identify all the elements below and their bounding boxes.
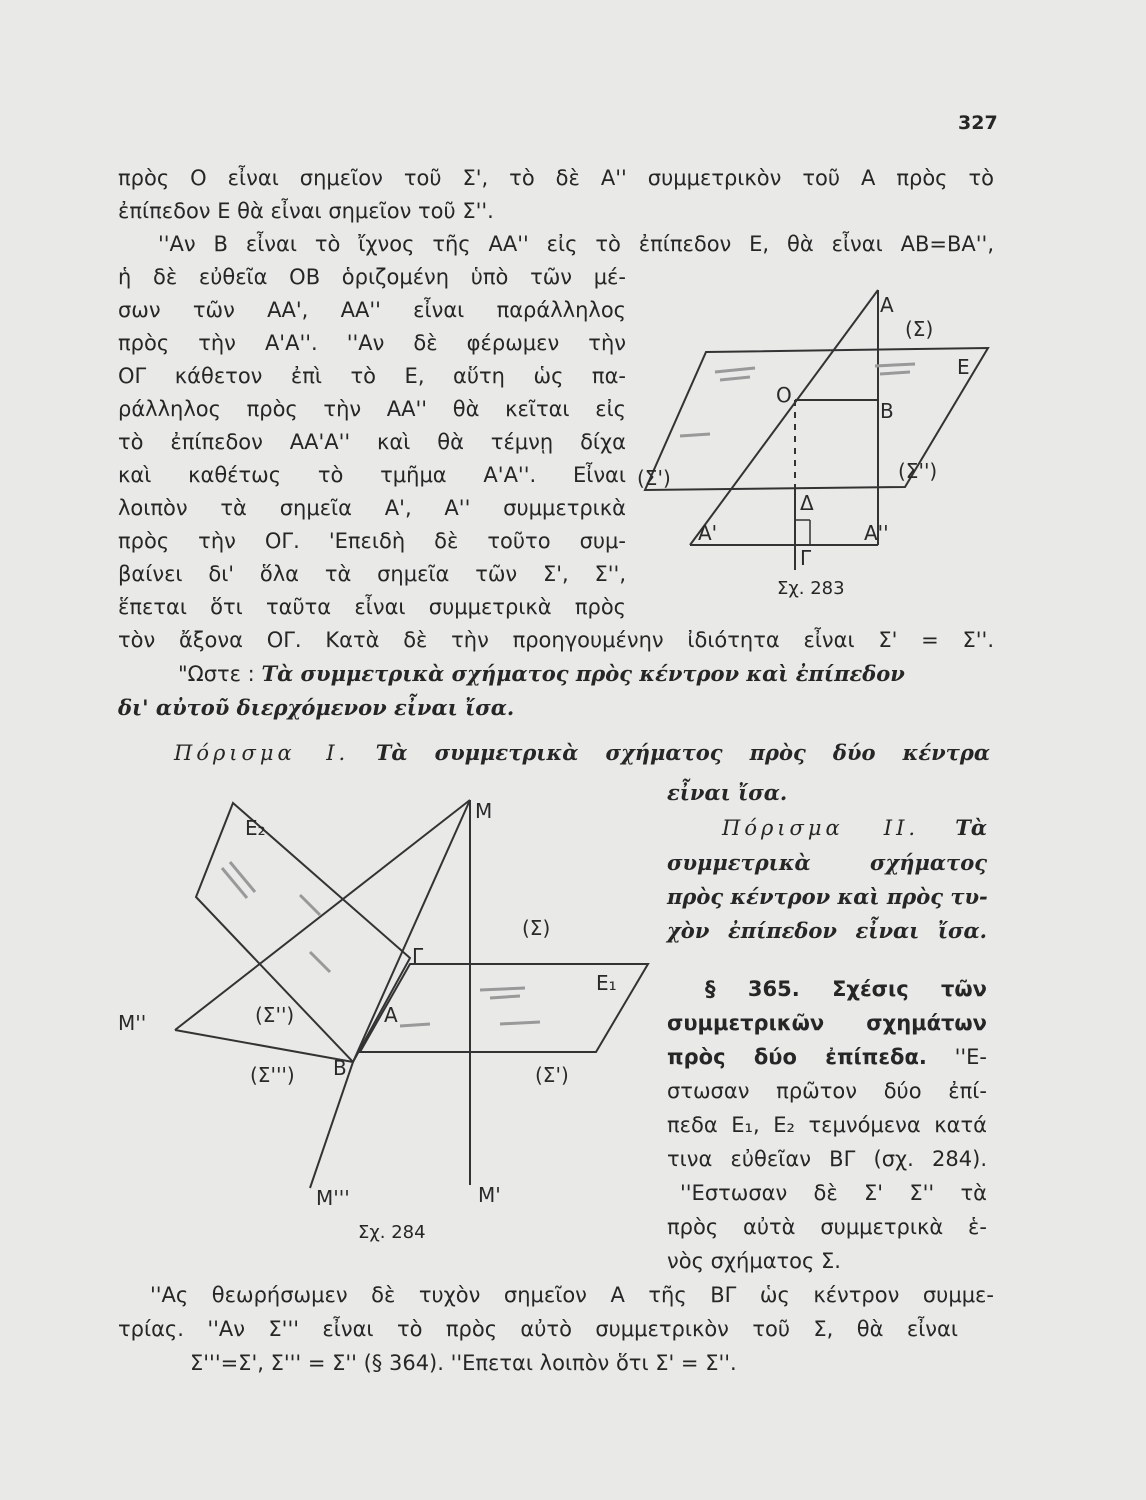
section-line: στωσαν πρῶτον δύο ἐπί- [667, 1079, 987, 1103]
label-sigma: (Σ) [905, 317, 934, 341]
label-sigma-prime: (Σ') [535, 1063, 569, 1087]
label-gamma: Γ [412, 944, 424, 968]
label-A: Α [384, 1003, 398, 1027]
label-O: Ο [776, 383, 792, 407]
corollary-text: Τὰ συμμετρικὰ σχήματος πρὸς δύο κέντρα [375, 740, 990, 765]
figure-283-caption: Σχ. 283 [777, 578, 845, 599]
text-line: τρίας. ''Αν Σ''' εἶναι τὸ πρὸς αὐτὸ συμμετρικὸν τοῦ Σ, θὰ εἶναι [118, 1317, 958, 1341]
section-text: ''Ε- [926, 1045, 987, 1069]
corollary-text: Τὰ [955, 815, 987, 840]
label-gamma: Γ [800, 546, 812, 570]
text-line: ''Ας θεωρήσωμεν δὲ τυχὸν σημεῖον Α τῆς ΒΓ ὡς κέντρον συμμε- [150, 1283, 994, 1307]
label-sigma-triple: (Σ''') [250, 1063, 295, 1087]
label-E2: Ε₂ [245, 816, 266, 840]
text-line: ἕπεται ὅτι ταῦτα εἶναι συμμετρικὰ πρὸς [118, 595, 626, 619]
label-E1: Ε₁ [596, 971, 617, 995]
label-A: Α [880, 293, 894, 317]
text-line: πρὸς Ο εἶναι σημεῖον τοῦ Σ', τὸ δὲ Α'' συμμετρικὸν τοῦ Α πρὸς τὸ [118, 166, 994, 190]
line-MM-double [175, 800, 470, 1030]
text-line: ἡ δὲ εὐθεῖα ΟΒ ὁριζομένη ὑπὸ τῶν μέ- [118, 265, 626, 289]
section-line: ''Εστωσαν δὲ Σ' Σ'' τὰ [680, 1181, 987, 1205]
text-line: τὸ ἐπίπεδον ΑΑ'Α'' καὶ θὰ τέμνῃ δίχα [118, 430, 626, 454]
hatch [222, 862, 330, 972]
label-M-prime: Μ' [478, 1183, 501, 1207]
plane-E2 [196, 803, 410, 1062]
label-sigma-prime: (Σ') [637, 466, 671, 490]
theorem-text: Τὰ συμμετρικὰ σχήματος πρὸς κέντρον καὶ ἐπίπεδον [261, 661, 905, 686]
text-line: ''Αν Β εἶναι τὸ ἴχνος τῆς ΑΑ'' εἰς τὸ ἐπίπεδον Ε, θὰ εἶναι ΑΒ=ΒΑ'', [158, 232, 994, 256]
label-A-prime: Α' [698, 521, 718, 545]
section-line: τινα εὐθεῖαν ΒΓ (σχ. 284). [667, 1147, 987, 1171]
section-line: πεδα Ε₁, Ε₂ τεμνόμενα κατά [667, 1113, 987, 1137]
text-line: λοιπὸν τὰ σημεῖα Α', Α'' συμμετρικὰ [118, 496, 626, 520]
text-line: βαίνει δι' ὅλα τὰ σημεῖα τῶν Σ', Σ'', [118, 562, 626, 586]
text-line: καὶ καθέτως τὸ τμῆμα Α'Α''. Εἶναι [118, 463, 626, 487]
section-title: § 365. Σχέσις τῶν [705, 977, 987, 1001]
page-number: 327 [958, 112, 998, 134]
text-line: σων τῶν ΑΑ', ΑΑ'' εἶναι παράλληλος [118, 298, 626, 322]
text-line: πρὸς τὴν Α'Α''. ''Αν δὲ φέρωμεν τὴν [118, 331, 626, 355]
corollary-line: συμμετρικὰ σχήματος [667, 850, 987, 875]
label-M-triple: Μ''' [316, 1186, 350, 1210]
label-A-double: Α'' [864, 521, 889, 545]
section-title: πρὸς δύο ἐπίπεδα. [667, 1045, 927, 1069]
label-sigma-double: (Σ'') [255, 1003, 295, 1027]
corollary-line: χὸν ἐπίπεδον εἶναι ἴσα. [667, 918, 987, 943]
text-line: Σ'''=Σ', Σ''' = Σ'' (§ 364). ''Επεται λοιπὸν ὅτι Σ' = Σ''. [190, 1351, 737, 1375]
figure-284-caption: Σχ. 284 [358, 1222, 426, 1243]
text-line: πρὸς τὴν ΟΓ. 'Επειδὴ δὲ τοῦτο συμ- [118, 529, 626, 553]
corollary-label: Πόρισμα ΙΙ. [722, 816, 920, 840]
text-line: τὸν ἄξονα ΟΓ. Κατὰ δὲ τὴν προηγουμένην ἰδιότητα εἶναι Σ' = Σ''. [118, 628, 994, 652]
label-E: Ε [957, 355, 970, 379]
corollary-line: πρὸς κέντρον καὶ πρὸς τυ- [667, 884, 988, 909]
label-M: Μ [475, 799, 493, 823]
label-B: Β [333, 1056, 347, 1080]
theorem-prefix: "Ωστε : [178, 662, 262, 686]
section-line: πρὸς αὐτὰ συμμετρικὰ ἑ- [667, 1215, 987, 1239]
label-M-double: Μ'' [118, 1011, 147, 1035]
corollary-cont: εἶναι ἴσα. [667, 780, 788, 805]
text-line: ράλληλος πρὸς τὴν ΑΑ'' θὰ κεῖται εἰς [118, 397, 626, 421]
line-MB [353, 800, 470, 1062]
section-line: νὸς σχήματος Σ. [667, 1249, 841, 1273]
text-line: ΟΓ κάθετον ἐπὶ τὸ Ε, αὕτη ὡς πα- [118, 364, 626, 388]
label-B: Β [880, 399, 894, 423]
label-delta: Δ [800, 491, 814, 515]
line-BM-triple [310, 1062, 353, 1188]
label-sigma-double: (Σ'') [898, 459, 938, 483]
corollary-label: Πόρισμα Ι. [174, 741, 350, 765]
label-sigma: (Σ) [522, 916, 551, 940]
theorem-line: δι' αὐτοῦ διερχόμενον εἶναι ἴσα. [118, 695, 515, 720]
text-line: ἐπίπεδον Ε θὰ εἶναι σημεῖον τοῦ Σ''. [118, 199, 494, 223]
section-title: συμμετρικῶν σχημάτων [667, 1011, 987, 1035]
